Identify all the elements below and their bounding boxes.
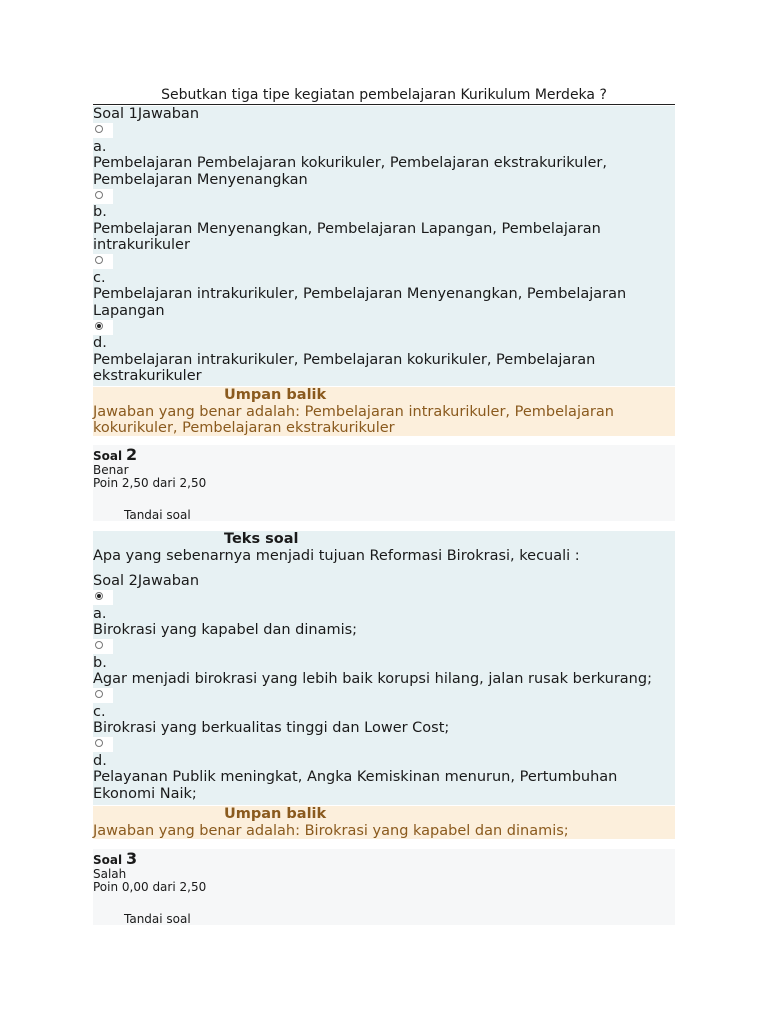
answer-label: Soal 1Jawaban [93, 106, 200, 122]
question-1-answer-box [93, 106, 675, 386]
option-c-radio[interactable] [93, 254, 113, 269]
question-points: Poin 2,50 dari 2,50 [93, 476, 207, 490]
flag-question-link[interactable]: Tandai soal [124, 911, 191, 926]
soal-number: 3 [125, 849, 138, 868]
answer-label: Soal 2Jawaban [93, 573, 200, 589]
question-points: Poin 0,00 dari 2,50 [93, 880, 207, 894]
option-b-radio[interactable] [93, 189, 113, 204]
option-b-radio[interactable] [93, 639, 113, 654]
soal-label: Soal [93, 449, 123, 463]
option-d-text[interactable]: Pembelajaran intrakurikuler, Pembelajaran kokurikuler, Pembelajaran ekstrakurikuler [93, 351, 596, 384]
question-3-info [93, 849, 675, 925]
option-c-radio[interactable] [93, 688, 113, 703]
feedback-heading: Umpan balik [224, 806, 327, 822]
option-a-text[interactable]: Birokrasi yang kapabel dan dinamis; [93, 622, 358, 638]
option-a-radio[interactable] [93, 590, 113, 605]
question-status: Benar [93, 462, 129, 477]
feedback-heading: Umpan balik [224, 387, 327, 403]
question-2-text: Apa yang sebenarnya menjadi tujuan Reformasi Birokrasi, kecuali : [93, 547, 580, 564]
question-2-info [93, 445, 675, 521]
option-a-radio[interactable] [93, 123, 113, 138]
option-b-letter: b. [93, 654, 107, 671]
question-status: Salah [93, 866, 127, 881]
option-b-text[interactable]: Pembelajaran Menyenangkan, Pembelajaran Lapangan, Pembelajaran intrakurikuler [93, 220, 601, 253]
option-d-radio[interactable] [93, 737, 113, 752]
question-1-title: Sebutkan tiga tipe kegiatan pembelajaran Kurikulum Merdeka ? [161, 87, 607, 103]
question-text-heading: Teks soal [224, 531, 299, 547]
soal-number: 2 [125, 445, 138, 464]
question-2-feedback [93, 806, 675, 839]
option-d-radio[interactable] [93, 320, 113, 335]
question-2-answer-box [93, 531, 675, 805]
option-a-letter: a. [93, 605, 107, 622]
question-1-feedback [93, 387, 675, 436]
title-divider [93, 104, 675, 105]
feedback-text: Jawaban yang benar adalah: Birokrasi yang kapabel dan dinamis; [93, 822, 569, 839]
option-c-letter: c. [93, 269, 106, 286]
option-a-text[interactable]: Pembelajaran Pembelajaran kokurikuler, Pembelajaran ekstrakurikuler, Pembelajaran Menyenangkan [93, 155, 607, 188]
option-b-letter: b. [93, 204, 107, 220]
option-c-text[interactable]: Birokrasi yang berkualitas tinggi dan Lower Cost; [93, 720, 450, 736]
option-d-letter: d. [93, 752, 107, 769]
option-b-text[interactable]: Agar menjadi birokrasi yang lebih baik korupsi hilang, jalan rusak berkurang; [93, 671, 652, 687]
flag-question-link[interactable]: Tandai soal [124, 507, 191, 522]
feedback-text: Jawaban yang benar adalah: Pembelajaran intrakurikuler, Pembelajaran kokurikuler, Pembelajaran ekstrakurikuler [93, 403, 614, 436]
soal-label: Soal [93, 853, 123, 867]
option-c-letter: c. [93, 703, 106, 720]
option-a-letter: a. [93, 138, 107, 155]
option-d-letter: d. [93, 335, 107, 351]
option-d-text[interactable]: Pelayanan Publik meningkat, Angka Kemiskinan menurun, Pertumbuhan Ekonomi Naik; [93, 769, 618, 802]
option-c-text[interactable]: Pembelajaran intrakurikuler, Pembelajaran Menyenangkan, Pembelajaran Lapangan [93, 286, 627, 319]
